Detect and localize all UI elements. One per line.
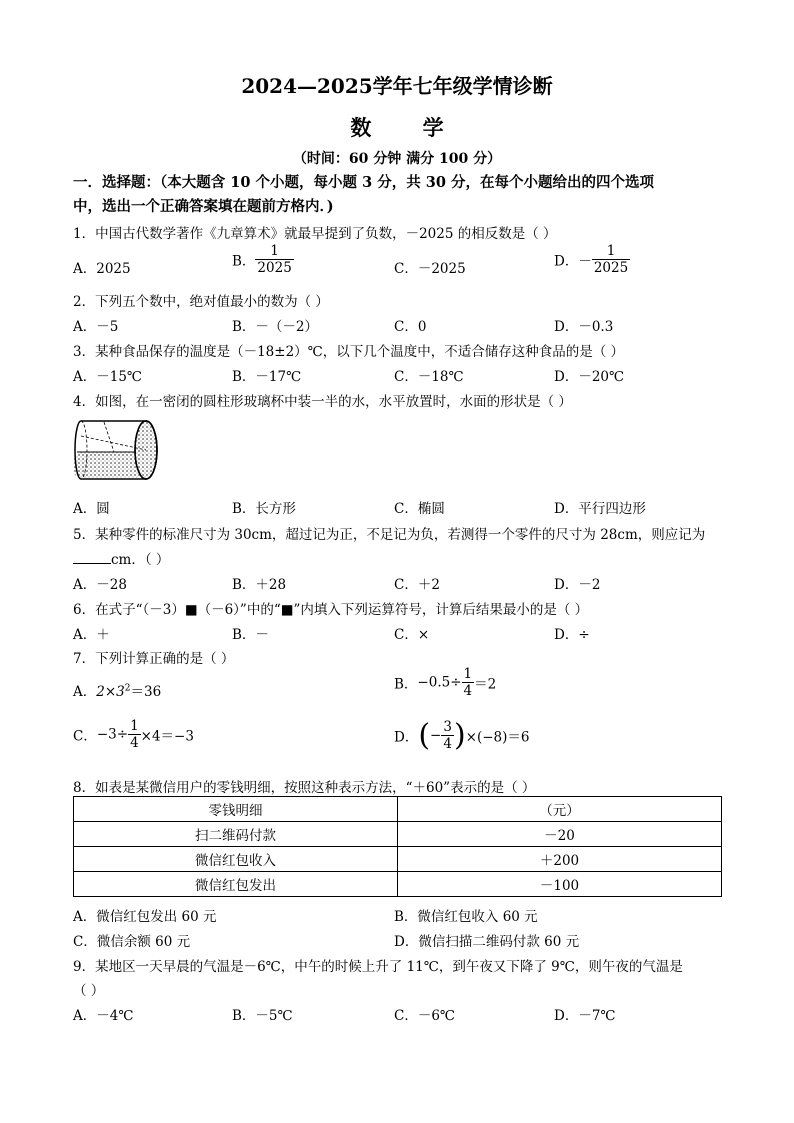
q7-b-den: 4 xyxy=(463,683,473,699)
q7-c-prefix: C． xyxy=(73,728,97,745)
q1-d-prefix: D．－ xyxy=(554,253,592,270)
q3-stem: 3．某种食品保存的温度是（－18±2）℃，以下几个温度中，不适合储存这种食品的是（ ） xyxy=(73,344,625,360)
q7-c-result: ×4＝−3 xyxy=(140,728,194,745)
q7-b-prefix: B． xyxy=(394,676,418,693)
q3-option-b: B．－17℃ xyxy=(232,369,302,385)
q4-option-c: C．椭圆 xyxy=(394,501,445,517)
q7-d-sign: − xyxy=(430,727,442,744)
q7-option-b xyxy=(394,666,496,699)
cylinder-glass-figure xyxy=(74,414,162,486)
q7-option-a xyxy=(73,680,161,700)
q1-b-den: 2025 xyxy=(257,260,292,276)
q4-option-d: D．平行四边形 xyxy=(554,501,646,517)
q2-option-a: A．－5 xyxy=(73,319,119,335)
q1-option-c: C．－2025 xyxy=(394,261,466,277)
q1-b-num: 1 xyxy=(270,243,279,259)
q8-stem: 8．如表是某微信用户的零钱明细，按照这种表示方法，“＋60”表示的是（ ） xyxy=(73,780,536,796)
q5-option-b: B．＋28 xyxy=(232,577,287,593)
q7-d-prefix: D． xyxy=(394,729,419,746)
q7-c-fraction xyxy=(128,718,141,751)
q9-option-c: C．－6℃ xyxy=(394,1008,456,1024)
q1-stem: 1．中国古代数学著作《九章算术》就最早提到了负数，－2025 的相反数是（ ） xyxy=(73,226,557,242)
q7-b-fraction xyxy=(462,666,475,699)
q7-d-num: 3 xyxy=(443,719,452,735)
table-cell: －100 xyxy=(398,872,722,897)
table-cell: ＋200 xyxy=(398,847,722,872)
q9-option-b: B．－5℃ xyxy=(232,1008,293,1024)
table-header-row xyxy=(74,797,722,822)
cylinder-glass-half-water-icon xyxy=(74,414,162,486)
section-instructions-line2: 中，选出一个正确答案填在题前方格内．) xyxy=(73,198,334,215)
q6-option-d: D．÷ xyxy=(554,627,590,643)
q8-option-c: C．微信余额 60 元 xyxy=(73,934,191,950)
table-cell: 微信红包收入 xyxy=(74,847,398,872)
q6-option-b: B．－ xyxy=(232,627,269,643)
q5-option-d: D．－2 xyxy=(554,577,601,593)
q7-a-result: ＝36 xyxy=(130,684,162,700)
q8-option-a: A．微信红包发出 60 元 xyxy=(73,909,217,925)
table-cell: －20 xyxy=(398,822,722,847)
q8-option-d: D．微信扫描二维码付款 60 元 xyxy=(394,934,580,950)
q7-b-result: ＝2 xyxy=(474,676,497,693)
wallet-detail-table xyxy=(73,796,722,897)
q3-option-c: C．－18℃ xyxy=(394,369,464,385)
q1-option-d xyxy=(554,243,630,276)
q5-option-a: A．－28 xyxy=(73,577,127,593)
q7-d-right-paren: ) xyxy=(453,718,466,753)
q5-stem-suffix: cm．（ ） xyxy=(111,552,170,568)
q9-option-d: D．－7℃ xyxy=(554,1008,616,1024)
q6-option-c: C．× xyxy=(394,627,430,643)
q5-stem-line1: 5．某种零件的标准尺寸为 30cm，超过记为正，不足记为负，若测得一个零件的尺寸为 28cm，则应记为 xyxy=(73,527,706,543)
q4-option-b: B．长方形 xyxy=(232,501,296,517)
table-cell: 扫二维码付款 xyxy=(74,822,398,847)
q2-stem: 2．下列五个数中，绝对值最小的数为（ ） xyxy=(73,294,329,310)
q4-option-a: A．圆 xyxy=(73,501,110,517)
q5-answer-blank xyxy=(73,551,111,564)
q7-c-num: 1 xyxy=(130,718,139,734)
table-row xyxy=(74,872,722,897)
q9-option-a: A．－4℃ xyxy=(73,1008,134,1024)
q1-b-fraction xyxy=(255,243,293,276)
q7-b-expr: −0.5÷ xyxy=(417,674,462,691)
q1-option-b xyxy=(232,243,294,276)
q9-stem-line1: 9．某地区一天早晨的气温是－6℃，中午的时候上升了 11℃，到午夜又下降了 9℃，则午夜的气温是 xyxy=(73,959,683,975)
table-header-cell: 零钱明细 xyxy=(74,797,398,822)
subject-title: 数 学 xyxy=(350,115,466,140)
q7-a-expr: 2×3 xyxy=(96,684,125,700)
q8-option-b: B．微信红包收入 60 元 xyxy=(394,909,538,925)
q7-d-result: ×(−8)＝6 xyxy=(465,729,530,746)
q7-d-fraction xyxy=(441,719,454,752)
q7-c-den: 4 xyxy=(130,735,139,751)
q2-option-d: D．－0.3 xyxy=(554,319,614,335)
table-header-cell: （元） xyxy=(398,797,722,822)
section-instructions-line1: 一．选择题：（本大题含 10 个小题，每小题 3 分，共 30 分，在每个小题给出的四个选项 xyxy=(73,174,654,191)
q6-stem: 6．在式子“（－3）■（－6）”中的“■”内填入下列运算符号，计算后结果最小的是（ ） xyxy=(73,602,589,618)
q5-option-c: C．＋2 xyxy=(394,577,440,593)
q7-b-num: 1 xyxy=(463,666,473,682)
table-row xyxy=(74,847,722,872)
table-row xyxy=(74,822,722,847)
q1-d-num: 1 xyxy=(606,243,616,259)
q7-option-c xyxy=(73,718,194,751)
q7-a-prefix: A． xyxy=(73,684,97,700)
q9-stem-line2: （ ） xyxy=(73,983,105,999)
q1-d-den: 2025 xyxy=(593,260,629,276)
q7-option-d xyxy=(394,718,530,753)
q4-stem: 4．如图，在一密闭的圆柱形玻璃杯中装一半的水，水平放置时，水面的形状是（ ） xyxy=(73,394,572,410)
q7-stem: 7．下列计算正确的是（ ） xyxy=(73,651,235,667)
exam-title: 2024—2025学年七年级学情诊断 xyxy=(241,74,553,98)
q5-stem-line2 xyxy=(73,548,169,568)
q7-c-expr: −3÷ xyxy=(96,726,129,743)
q7-d-left-paren: ( xyxy=(418,718,431,753)
time-info: （时间：60 分钟 满分 100 分） xyxy=(292,151,502,167)
q1-b-prefix: B． xyxy=(232,253,256,270)
q2-option-c: C．0 xyxy=(394,319,427,335)
q1-option-a: A．2025 xyxy=(73,261,131,277)
table-cell: 微信红包发出 xyxy=(74,872,398,897)
q7-a-exponent: 2 xyxy=(124,683,131,694)
q3-option-d: D．－20℃ xyxy=(554,369,625,385)
q7-d-den: 4 xyxy=(443,736,452,752)
q6-option-a: A．＋ xyxy=(73,627,110,643)
q2-option-b: B．－（－2） xyxy=(232,319,319,335)
q3-option-a: A．－15℃ xyxy=(73,369,143,385)
q1-d-fraction xyxy=(592,243,630,276)
